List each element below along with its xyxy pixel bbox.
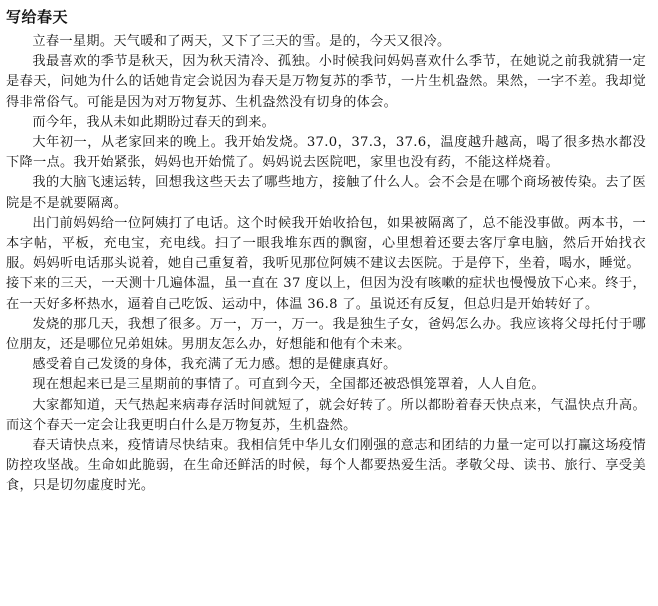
paragraph: 而今年，我从未如此期盼过春天的到来。 bbox=[32, 114, 276, 130]
paragraph: 大年初一，从老家回来的晚上。我开始发烧。37.0，37.3，37.6，温度越升越高，喝了很多热水都没下降一点。我开始紧张，妈妈也开始慌了。妈妈说去医院吧，家里也没有药，不能这样烧着。 bbox=[6, 135, 646, 171]
paragraph: 春天请快点来，疫情请尽快结束。我相信凭中华儿女们刚强的意志和团结的力量一定可以打赢这场疫情防控攻坚战。生命如此脆弱，在生命还鲜活的时候，每个人都要热爱生活。孝敬父母、读书、旅行、享受美食，只是切勿虚度时光。 bbox=[6, 438, 646, 494]
paragraph: 出门前妈妈给一位阿姨打了电话。这个时候我开始收拾包，如果被隔离了，总不能没事做。两本书，一本字帖，平板，充电宝，充电线。扫了一眼我堆东西的飘窗，心里想着还要去客厅拿电脑，然后开始找衣服。妈妈听电话那头说着，她自己重复着，我听见那位阿姨不建议去医院。于是停下，坐着，喝水，睡觉。 bbox=[6, 215, 646, 272]
paragraph: 感受着自己发烫的身体，我充满了无力感。想的是健康真好。 bbox=[32, 357, 397, 373]
document-body bbox=[6, 32, 646, 497]
paragraph: 大家都知道，天气热起来病毒存活时间就短了，就会好转了。所以都盼着春天快点来，气温快点升高。而这个春天一定会让我更明白什么是万物复苏，生机盎然。 bbox=[6, 397, 646, 433]
paragraph: 我的大脑飞速运转，回想我这些天去了哪些地方，接触了什么人。会不会是在哪个商场被传染。去了医院是不是就要隔离。 bbox=[6, 175, 646, 211]
paragraph: 接下来的三天，一天测十几遍体温，虽一直在 37 度以上，但因为没有咳嗽的症状也慢慢放下心来。终于，在一天好多杯热水，逼着自己吃饭、运动中，体温 36.8 了。虽说还有反复，但总归是开始转好了。 bbox=[6, 276, 646, 312]
paragraph: 发烧的那几天，我想了很多。万一，万一，万一。我是独生子女，爸妈怎么办。我应该将父母托付于哪位朋友，还是哪位兄弟姐妹。男朋友怎么办，好想能和他有个未来。 bbox=[6, 316, 646, 353]
paragraph: 立春一星期。天气暖和了两天，又下了三天的雪。是的，今天又很冷。 bbox=[32, 34, 451, 49]
paragraph: 我最喜欢的季节是秋天，因为秋天清冷、孤独。小时候我问妈妈喜欢什么季节，在她说之前我就猜一定是春天，问她为什么的话她肯定会说因为春天是万物复苏的季节，一片生机盎然。果然，一字不差。我却觉得非常俗气。可能是因为对万物复苏、生机盎然没有切身的体会。 bbox=[6, 54, 646, 110]
document-title: 写给春天 bbox=[6, 8, 69, 26]
paragraph: 现在想起来已是三星期前的事情了。可直到今天，全国都还被恐惧笼罩着，人人自危。 bbox=[32, 377, 545, 393]
